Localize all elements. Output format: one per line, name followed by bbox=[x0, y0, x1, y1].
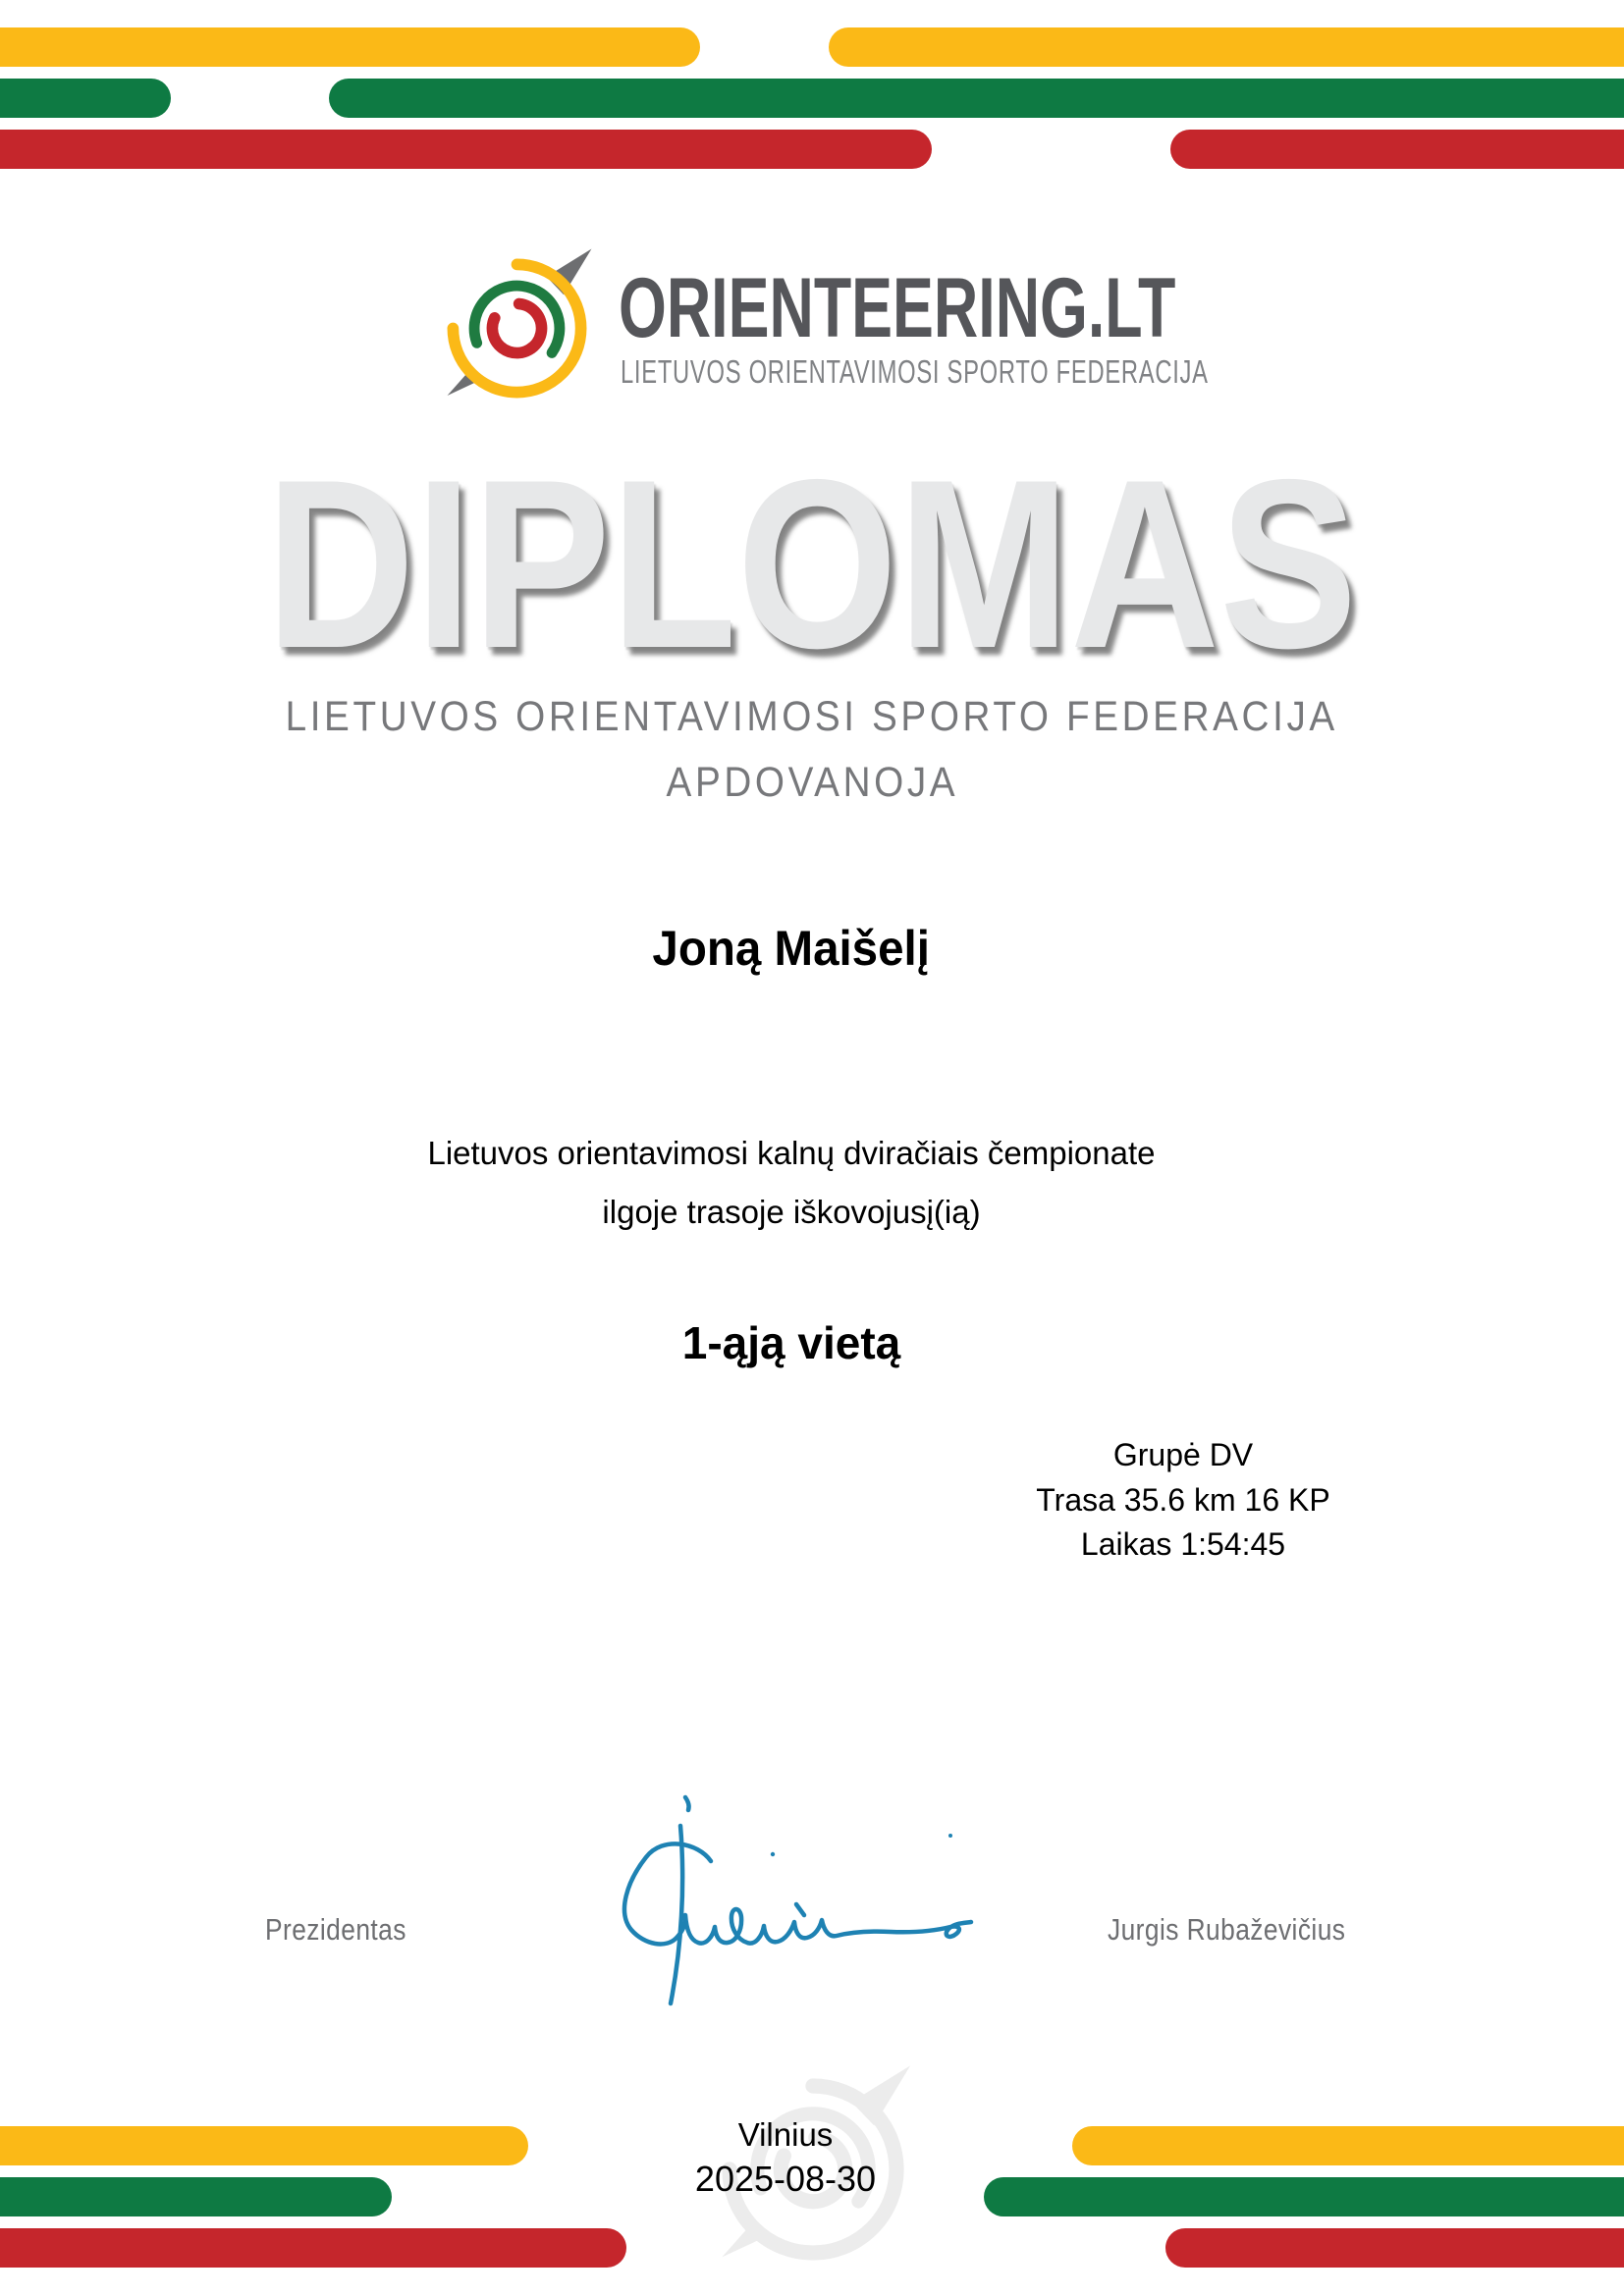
top-bar-green-right bbox=[329, 79, 1624, 118]
footer-city: Vilnius bbox=[737, 2116, 834, 2153]
bottom-bar-red-left bbox=[0, 2228, 626, 2268]
bottom-bar-yellow-right bbox=[1072, 2126, 1624, 2165]
top-bar-yellow-right bbox=[829, 27, 1624, 67]
federation-heading-line2: APDOVANOJA bbox=[666, 759, 958, 806]
bottom-bar-yellow-left bbox=[0, 2126, 528, 2165]
top-bar-red-right bbox=[1170, 130, 1624, 169]
signature-role-label: Prezidentas bbox=[265, 1912, 406, 1947]
signature-graphic bbox=[604, 1777, 987, 2061]
recipient-name: Joną Maišelį bbox=[652, 921, 931, 976]
top-bar-red-left bbox=[0, 130, 932, 169]
signature-name-label: Jurgis Rubaževičius bbox=[1108, 1912, 1346, 1947]
logo-subtitle: LIETUVOS ORIENTAVIMOSI SPORTO FEDERACIJA bbox=[621, 353, 1209, 390]
bottom-bar-green-right bbox=[984, 2177, 1624, 2216]
compass-logo-icon bbox=[435, 246, 599, 410]
federation-heading-line1: LIETUVOS ORIENTAVIMOSI SPORTO FEDERACIJA bbox=[285, 693, 1339, 740]
footer-date: 2025-08-30 bbox=[694, 2159, 877, 2199]
top-bar-green-left bbox=[0, 79, 171, 118]
bottom-bar-red-right bbox=[1165, 2228, 1624, 2268]
award-place: 1-ąją vietą bbox=[681, 1317, 901, 1368]
event-line2: ilgoje trasoje iškovojusį(ią) bbox=[602, 1194, 981, 1230]
results-time: Laikas 1:54:45 bbox=[1080, 1526, 1286, 1562]
logo-wordmark: ORIENTEERING.LT bbox=[619, 261, 1176, 355]
event-line1: Lietuvos orientavimosi kalnų dviračiais čempionate bbox=[427, 1135, 1156, 1171]
results-group: Grupė DV bbox=[1112, 1437, 1254, 1472]
top-bar-yellow-left bbox=[0, 27, 700, 67]
results-course: Trasa 35.6 km 16 KP bbox=[1036, 1481, 1330, 1518]
results-block bbox=[889, 1433, 1478, 1568]
bottom-bar-green-left bbox=[0, 2177, 392, 2216]
diploma-title: DIPLOMAS bbox=[265, 429, 1359, 698]
